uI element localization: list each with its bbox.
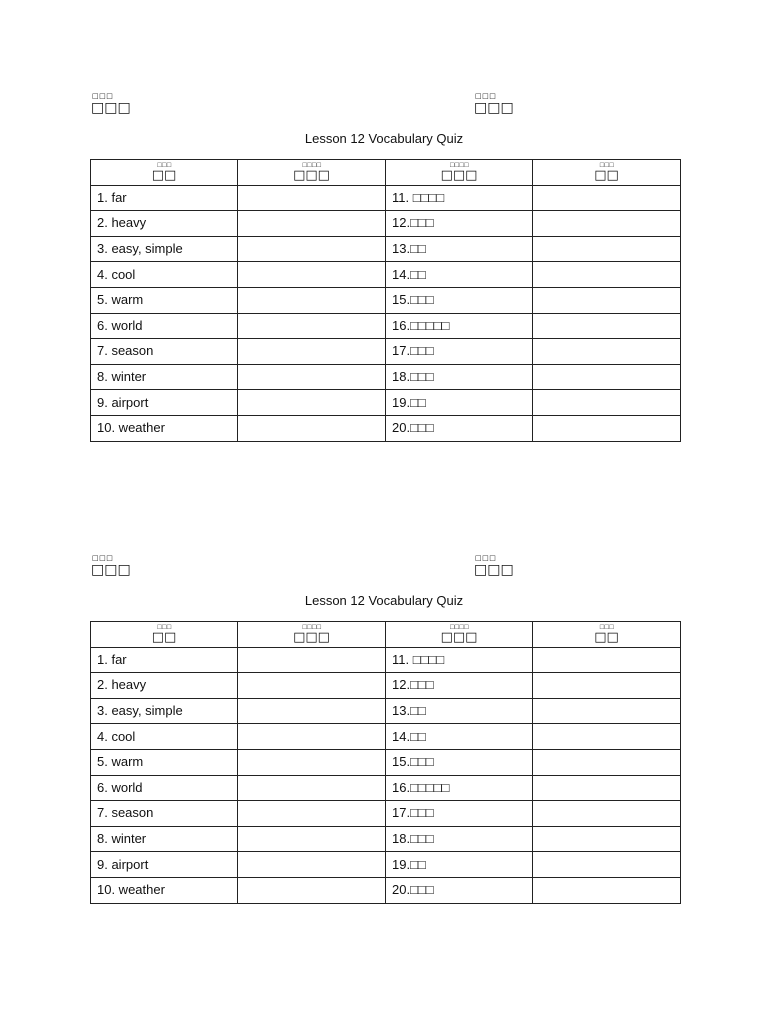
answer-cell[interactable] bbox=[238, 749, 386, 775]
date-ruby: □□□ bbox=[475, 554, 497, 562]
japanese-prompt: 18.□□□ bbox=[386, 364, 533, 390]
english-prompt: 8. winter bbox=[91, 826, 238, 852]
header-cell-1 bbox=[91, 622, 238, 648]
japanese-prompt: 12.□□□ bbox=[386, 673, 533, 699]
japanese-prompt: 14.□□ bbox=[386, 724, 533, 750]
answer-cell[interactable] bbox=[533, 313, 681, 339]
answer-cell[interactable] bbox=[533, 211, 681, 237]
header-ruby: □□□ bbox=[599, 623, 615, 631]
japanese-prompt: 20.□□□ bbox=[386, 877, 533, 903]
header-ruby: □□□□ bbox=[450, 623, 469, 631]
answer-cell[interactable] bbox=[533, 262, 681, 288]
english-prompt: 8. winter bbox=[91, 364, 238, 390]
japanese-prompt: 11. □□□□ bbox=[386, 647, 533, 673]
header-ruby: □□□ bbox=[157, 161, 172, 169]
japanese-prompt: 13.□□ bbox=[386, 236, 533, 262]
table-row bbox=[91, 877, 681, 903]
english-prompt: 3. easy, simple bbox=[91, 698, 238, 724]
table-row bbox=[91, 415, 681, 441]
name-label: □□□ bbox=[91, 562, 131, 578]
table-row bbox=[91, 185, 681, 211]
header-cell-4 bbox=[533, 622, 681, 648]
table-row bbox=[91, 287, 681, 313]
quiz-title: Lesson 12 Vocabulary Quiz bbox=[304, 131, 464, 146]
answer-cell[interactable] bbox=[238, 852, 386, 878]
header-cell-3 bbox=[386, 622, 533, 648]
answer-cell[interactable] bbox=[238, 647, 386, 673]
vocabulary-table bbox=[90, 621, 681, 904]
table-row bbox=[91, 236, 681, 262]
date-field bbox=[474, 92, 514, 116]
table-row bbox=[91, 364, 681, 390]
quiz-sheet-top bbox=[0, 0, 768, 436]
header-cell-3 bbox=[386, 160, 533, 186]
table-row bbox=[91, 211, 681, 237]
japanese-prompt: 14.□□ bbox=[386, 262, 533, 288]
quiz-title: Lesson 12 Vocabulary Quiz bbox=[304, 593, 464, 608]
answer-cell[interactable] bbox=[533, 185, 681, 211]
japanese-prompt: 11. □□□□ bbox=[386, 185, 533, 211]
header-label: □□ bbox=[151, 629, 177, 645]
answer-cell[interactable] bbox=[238, 826, 386, 852]
answer-cell[interactable] bbox=[533, 877, 681, 903]
japanese-prompt: 19.□□ bbox=[386, 390, 533, 416]
table-row bbox=[91, 724, 681, 750]
table-row bbox=[91, 262, 681, 288]
answer-cell[interactable] bbox=[238, 211, 386, 237]
table-row bbox=[91, 749, 681, 775]
header-label: □□ bbox=[151, 167, 177, 183]
answer-cell[interactable] bbox=[533, 647, 681, 673]
answer-cell[interactable] bbox=[533, 826, 681, 852]
table-row bbox=[91, 390, 681, 416]
table-row bbox=[91, 339, 681, 365]
header-cell-4 bbox=[533, 160, 681, 186]
answer-cell[interactable] bbox=[238, 877, 386, 903]
answer-cell[interactable] bbox=[533, 673, 681, 699]
answer-cell[interactable] bbox=[238, 339, 386, 365]
name-label: □□□ bbox=[91, 100, 131, 116]
date-label: □□□ bbox=[474, 100, 514, 116]
answer-cell[interactable] bbox=[533, 390, 681, 416]
english-prompt: 1. far bbox=[91, 185, 238, 211]
english-prompt: 9. airport bbox=[91, 390, 238, 416]
answer-cell[interactable] bbox=[533, 801, 681, 827]
answer-cell[interactable] bbox=[238, 313, 386, 339]
header-ruby: □□□□ bbox=[450, 161, 469, 169]
quiz-sheet-bottom bbox=[0, 462, 768, 898]
header-ruby: □□□□ bbox=[302, 161, 322, 169]
answer-cell[interactable] bbox=[533, 775, 681, 801]
english-prompt: 5. warm bbox=[91, 749, 238, 775]
date-label: □□□ bbox=[474, 562, 514, 578]
name-field bbox=[91, 554, 131, 578]
header-label: □□□ bbox=[293, 167, 330, 183]
japanese-prompt: 16.□□□□□ bbox=[386, 313, 533, 339]
answer-cell[interactable] bbox=[238, 262, 386, 288]
date-field bbox=[474, 554, 514, 578]
answer-cell[interactable] bbox=[238, 185, 386, 211]
table-header-row bbox=[91, 160, 681, 186]
table-row bbox=[91, 775, 681, 801]
answer-cell[interactable] bbox=[533, 364, 681, 390]
answer-cell[interactable] bbox=[238, 287, 386, 313]
english-prompt: 7. season bbox=[91, 339, 238, 365]
header-cell-2 bbox=[238, 622, 386, 648]
header-label: □□□ bbox=[440, 167, 478, 183]
header-ruby: □□□ bbox=[157, 623, 172, 631]
english-prompt: 10. weather bbox=[91, 415, 238, 441]
english-prompt: 10. weather bbox=[91, 877, 238, 903]
header-label: □□□ bbox=[293, 629, 330, 645]
answer-cell[interactable] bbox=[533, 852, 681, 878]
header-ruby: □□□ bbox=[599, 161, 615, 169]
answer-cell[interactable] bbox=[533, 287, 681, 313]
japanese-prompt: 15.□□□ bbox=[386, 749, 533, 775]
vocabulary-table bbox=[90, 159, 681, 442]
table-row bbox=[91, 673, 681, 699]
answer-cell[interactable] bbox=[238, 236, 386, 262]
english-prompt: 2. heavy bbox=[91, 211, 238, 237]
table-row bbox=[91, 698, 681, 724]
answer-cell[interactable] bbox=[533, 236, 681, 262]
table-row bbox=[91, 852, 681, 878]
answer-cell[interactable] bbox=[533, 339, 681, 365]
english-prompt: 6. world bbox=[91, 775, 238, 801]
name-field bbox=[91, 92, 131, 116]
answer-cell[interactable] bbox=[238, 673, 386, 699]
date-ruby: □□□ bbox=[475, 92, 497, 100]
japanese-prompt: 17.□□□ bbox=[386, 339, 533, 365]
answer-cell[interactable] bbox=[533, 415, 681, 441]
english-prompt: 5. warm bbox=[91, 287, 238, 313]
japanese-prompt: 18.□□□ bbox=[386, 826, 533, 852]
answer-cell[interactable] bbox=[238, 364, 386, 390]
name-ruby: □□□ bbox=[92, 554, 114, 562]
header-ruby: □□□□ bbox=[302, 623, 322, 631]
table-row bbox=[91, 647, 681, 673]
japanese-prompt: 12.□□□ bbox=[386, 211, 533, 237]
header-cell-1 bbox=[91, 160, 238, 186]
table-row bbox=[91, 313, 681, 339]
answer-cell[interactable] bbox=[238, 415, 386, 441]
table-row bbox=[91, 826, 681, 852]
english-prompt: 2. heavy bbox=[91, 673, 238, 699]
table-row bbox=[91, 801, 681, 827]
japanese-prompt: 17.□□□ bbox=[386, 801, 533, 827]
name-ruby: □□□ bbox=[92, 92, 114, 100]
answer-cell[interactable] bbox=[533, 749, 681, 775]
japanese-prompt: 19.□□ bbox=[386, 852, 533, 878]
japanese-prompt: 20.□□□ bbox=[386, 415, 533, 441]
header-label: □□ bbox=[594, 629, 619, 645]
english-prompt: 7. season bbox=[91, 801, 238, 827]
english-prompt: 3. easy, simple bbox=[91, 236, 238, 262]
english-prompt: 4. cool bbox=[91, 724, 238, 750]
japanese-prompt: 15.□□□ bbox=[386, 287, 533, 313]
japanese-prompt: 13.□□ bbox=[386, 698, 533, 724]
header-label: □□□ bbox=[440, 629, 478, 645]
answer-cell[interactable] bbox=[238, 698, 386, 724]
answer-cell[interactable] bbox=[238, 390, 386, 416]
english-prompt: 6. world bbox=[91, 313, 238, 339]
japanese-prompt: 16.□□□□□ bbox=[386, 775, 533, 801]
answer-cell[interactable] bbox=[533, 724, 681, 750]
answer-cell[interactable] bbox=[533, 698, 681, 724]
english-prompt: 4. cool bbox=[91, 262, 238, 288]
english-prompt: 1. far bbox=[91, 647, 238, 673]
answer-cell[interactable] bbox=[238, 724, 386, 750]
english-prompt: 9. airport bbox=[91, 852, 238, 878]
answer-cell[interactable] bbox=[238, 801, 386, 827]
header-cell-2 bbox=[238, 160, 386, 186]
answer-cell[interactable] bbox=[238, 775, 386, 801]
header-label: □□ bbox=[594, 167, 619, 183]
table-header-row bbox=[91, 622, 681, 648]
